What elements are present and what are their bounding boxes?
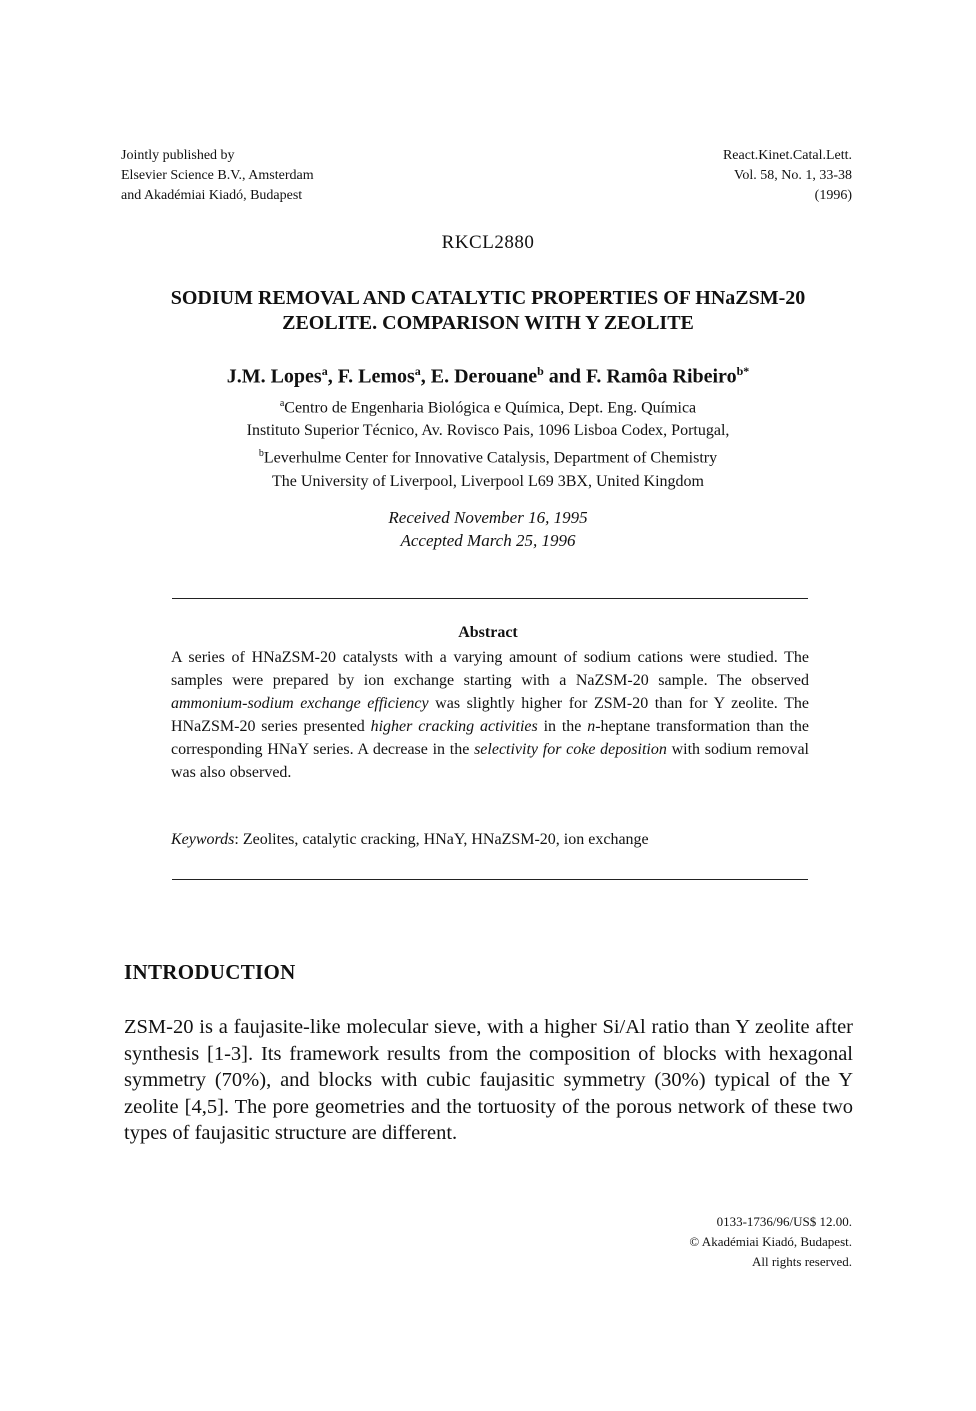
abstract-text: was slightly higher for ZSM-20 than for Y zeolite. The HNaZSM-20 series presented: [171, 695, 809, 735]
author-name: F. Lemos: [337, 365, 415, 388]
abstract-text: with sodium removal was also observed.: [171, 741, 810, 781]
title-line: SODIUM REMOVAL AND CATALYTIC PROPERTIES OF HNaZSM-20: [170, 287, 806, 309]
paper-title: [100, 286, 876, 336]
abstract-emphasis: selectivity for coke deposition: [474, 741, 667, 758]
divider-top: [172, 598, 808, 599]
keywords: [171, 831, 809, 849]
author-affil-mark: b: [537, 364, 544, 378]
affil-text: The University of Liverpool, Liverpool L69 3BX, United Kingdom: [272, 472, 704, 490]
affiliation-line: [0, 470, 976, 493]
copyright-line: © Akadémiai Kiadó, Budapest.: [689, 1234, 852, 1249]
affil-mark: b: [258, 448, 264, 460]
publisher-line: Elsevier Science B.V., Amsterdam: [121, 168, 314, 183]
abstract-text: -heptane transformation than the corresponding HNaY series. A decrease in the: [171, 718, 809, 758]
journal-citation: [723, 146, 852, 206]
title-line: ZEOLITE. COMPARISON WITH Y ZEOLITE: [282, 312, 694, 334]
affiliations: [0, 392, 976, 493]
affiliation-line: [0, 442, 976, 469]
author-separator: ,: [420, 365, 431, 388]
abstract-emphasis: ammonium-sodium exchange efficiency: [171, 695, 429, 712]
affiliation-line: [0, 392, 976, 419]
abstract-emphasis: n: [587, 718, 596, 735]
abstract-text: in the: [537, 718, 588, 735]
affil-text: Leverhulme Center for Innovative Catalysis, Department of Chemistry: [263, 449, 718, 467]
author-separator: and: [543, 365, 587, 388]
author-affil-mark: a: [414, 364, 421, 378]
author-name: J.M. Lopes: [226, 365, 322, 388]
publisher-line: Jointly published by: [121, 148, 235, 163]
abstract-emphasis: higher cracking activities: [370, 718, 538, 735]
author-name: E. Derouane: [430, 365, 538, 388]
copyright-line: All rights reserved.: [751, 1254, 852, 1269]
abstract-heading: Abstract: [458, 624, 518, 641]
keywords-label: Keywords: [171, 831, 235, 848]
publication-dates: [0, 506, 976, 552]
affil-text: Instituto Superior Técnico, Av. Rovisco Pais, 1096 Lisboa Codex, Portugal,: [246, 422, 730, 440]
abstract-text: A series of HNaZSM-20 catalysts with a varying amount of sodium cations were studied. The samples were prepared by ion exchange starting with a NaZSM-20 sample. The observed: [171, 649, 809, 689]
received-date: Received November 16, 1995: [388, 508, 588, 527]
abstract-body: [171, 646, 809, 784]
publisher-line: and Akadémiai Kiadó, Budapest: [121, 188, 303, 203]
author-separator: ,: [327, 365, 338, 388]
author-name: F. Ramôa Ribeiro: [586, 365, 737, 388]
author-affil-mark: a: [321, 364, 328, 378]
publisher-info: [121, 146, 314, 206]
journal-line: Vol. 58, No. 1, 33-38: [734, 168, 852, 183]
affil-text: Centro de Engenharia Biológica e Química, Dept. Eng. Química: [284, 399, 697, 417]
journal-line: (1996): [814, 188, 852, 203]
divider-bottom: [172, 879, 808, 880]
author-affil-mark: b*: [736, 364, 750, 378]
introduction-paragraph: ZSM-20 is a faujasite-like molecular sieve, with a higher Si/Al ratio than Y zeolite after synthesis [1-3]. Its framework results from the composition of blocks with hexagonal symmetry (70%), and blocks with cubic faujasitic symmetry (30%) typical of the Y zeolite [4,5]. The pore geometries and the tortuosity of the porous network of these two types of faujasitic structure are different.: [124, 1016, 853, 1145]
journal-line: React.Kinet.Catal.Lett.: [722, 148, 852, 163]
copyright-notice: [689, 1212, 852, 1272]
article-code: RKCL2880: [441, 232, 535, 253]
author-list: [0, 364, 976, 389]
section-heading: INTRODUCTION: [124, 960, 296, 984]
affil-mark: a: [279, 398, 285, 409]
affiliation-line: [0, 419, 976, 442]
copyright-line: 0133-1736/96/US$ 12.00.: [716, 1214, 852, 1229]
accepted-date: Accepted March 25, 1996: [400, 531, 576, 550]
keywords-text: : Zeolites, catalytic cracking, HNaY, HNaZSM-20, ion exchange: [234, 831, 649, 848]
